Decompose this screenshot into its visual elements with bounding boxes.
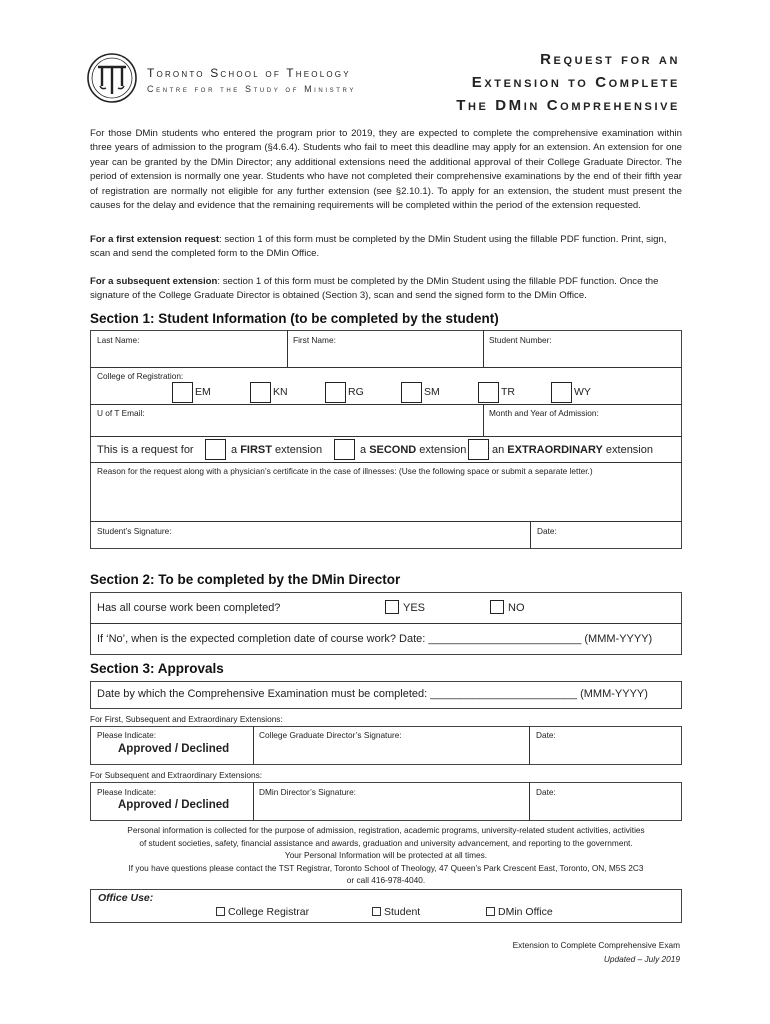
reason-label: Reason for the request along with a physician’s certificate in the case of illnesses: (Use the following space or submit a separate letter.) — [97, 466, 593, 476]
second-extension-label: a SECOND extension — [360, 444, 467, 456]
coursework-no-label: NO — [508, 602, 525, 614]
office-student-option[interactable] — [372, 906, 420, 918]
please-indicate-label: Please Indicate: — [97, 787, 157, 797]
section2-heading: Section 2: To be completed by the DMin Director — [90, 572, 401, 587]
coursework-yes-label: YES — [403, 602, 426, 614]
group2-label: For Subsequent and Extraordinary Extensions: — [90, 770, 263, 780]
dmin-signature-label: DMin Director’s Signature: — [259, 787, 356, 797]
footer-title: Extension to Complete Comprehensive Exam — [512, 940, 680, 950]
completion-date-line: If ‘No’, when is the expected completion date of course work? Date: _________________________ (MMM-YYYY) — [97, 633, 653, 645]
request-prefix: This is a request for — [97, 444, 194, 456]
title-line: Request for an — [540, 51, 680, 68]
section1-box — [90, 330, 682, 549]
extraordinary-extension-checkbox[interactable] — [468, 439, 489, 460]
office-dmin-option[interactable] — [486, 906, 553, 918]
registrar-label: College Registrar — [228, 906, 310, 918]
approved-declined-2[interactable]: Approved / Declined — [118, 799, 230, 811]
student-checkbox[interactable] — [372, 907, 381, 916]
first-extension-checkbox[interactable] — [205, 439, 226, 460]
college-sm-checkbox[interactable] — [401, 382, 422, 403]
group1-label: For First, Subsequent and Extraordinary Extensions: — [90, 714, 283, 724]
coursework-no-checkbox[interactable] — [490, 600, 504, 614]
student-date-label: Date: — [537, 526, 557, 536]
admission-label: Month and Year of Admission: — [489, 408, 599, 418]
college-tr-checkbox[interactable] — [478, 382, 499, 403]
privacy-notice — [90, 824, 682, 887]
college-wy-label: WY — [574, 386, 591, 398]
title-line: Extension to Complete — [471, 74, 680, 91]
college-sm-label: SM — [424, 386, 440, 398]
last-name-label: Last Name: — [97, 335, 140, 345]
privacy-line: If you have questions please contact the TST Registrar, Toronto School of Theology, 47 Queen’s Park Crescent East, Toronto, ON, M5S 2C3 — [128, 862, 644, 873]
first-request-label: For a first extension request — [90, 234, 220, 245]
title-line: The DMin Comprehensive — [456, 97, 680, 114]
registrar-checkbox[interactable] — [216, 907, 225, 916]
first-extension-label: a FIRST extension — [231, 444, 323, 456]
office-use-label: Office Use: — [98, 892, 154, 904]
form-title — [456, 48, 680, 117]
college-label: College of Registration: — [97, 371, 184, 381]
org-name: Toronto School of Theology — [147, 66, 351, 80]
footer-updated: Updated – July 2019 — [603, 954, 680, 964]
subsequent-instructions — [90, 275, 682, 304]
college-em-label: EM — [195, 386, 211, 398]
extraordinary-extension-label: an EXTRAORDINARY extension — [492, 444, 653, 456]
college-rg-label: RG — [348, 386, 364, 398]
intro-paragraph: For those DMin students who entered the program prior to 2019, they are expected to complete the comprehensive examination within three years of admission to the program (§4.6.4). Students who fail to meet this deadline may apply for an extension. An extension for one year can be granted by the DMin Director; any additional extensions need the additional approval of their College Graduate Director. The period of extension is normally one year. Students who have not completed their comprehensive examinations by the end of their fifth year of registration are normally not eligible for any further extension (see §2.10.1). To apply for an extension, the student must present the causes for the delay and evidence that the remaining requirements will be completed within the period of the extension requested. — [90, 128, 682, 212]
college-tr-label: TR — [501, 386, 515, 398]
student-label: Student — [384, 906, 421, 918]
college-rg-checkbox[interactable] — [325, 382, 346, 403]
privacy-line: of student societies, safety, financial assistance and awards, graduation and university advancement, and reporting to the government. — [139, 837, 633, 848]
first-request-instructions — [90, 233, 682, 262]
college-kn-checkbox[interactable] — [250, 382, 271, 403]
privacy-line: Your Personal Information will be protected at all times. — [284, 850, 488, 861]
approved-declined-1[interactable]: Approved / Declined — [118, 743, 230, 755]
dmin-date-label: Date: — [536, 787, 556, 797]
cgd-signature-label: College Graduate Director’s Signature: — [259, 730, 402, 740]
first-request-text: : section 1 of this form must be completed by the DMin Student using the fillable PDF function. Print, sign, scan and send the completed form to the DMin Office. — [90, 234, 667, 260]
college-kn-label: KN — [273, 386, 288, 398]
subsequent-label: For a subsequent extension — [90, 276, 218, 287]
dmin-office-label: DMin Office — [498, 906, 553, 918]
tst-logo — [86, 52, 138, 104]
second-extension-checkbox[interactable] — [334, 439, 355, 460]
privacy-line: Personal information is collected for the purpose of admission, registration, academic programs, university-related student activities, activities — [127, 825, 645, 835]
student-number-label: Student Number: — [489, 335, 552, 345]
section1-heading: Section 1: Student Information (to be completed by the student) — [90, 311, 499, 326]
coursework-yes-checkbox[interactable] — [385, 600, 399, 614]
office-registrar-option[interactable] — [216, 906, 309, 918]
exam-date-line: Date by which the Comprehensive Examination must be completed: ________________________ (MMM-YYYY) — [97, 688, 648, 700]
please-indicate-label: Please Indicate: — [97, 730, 157, 740]
dmin-office-checkbox[interactable] — [486, 907, 495, 916]
email-label: U of T Email: — [97, 408, 145, 418]
section3-heading: Section 3: Approvals — [90, 661, 224, 676]
college-em-checkbox[interactable] — [172, 382, 193, 403]
coursework-question: Has all course work been completed? — [97, 602, 281, 614]
college-wy-checkbox[interactable] — [551, 382, 572, 403]
subsequent-text: : section 1 of this form must be completed by the DMin Student using the fillable PDF function. Once the signature of the College Graduate Director is obtained (Section 3), scan and send the signed form to the DMin Office. — [90, 276, 659, 302]
cgd-date-label: Date: — [536, 730, 556, 740]
student-signature-label: Student’s Signature: — [97, 526, 172, 536]
org-subtitle: Centre for the Study of Ministry — [147, 84, 356, 94]
privacy-line: or call 416-978-4040. — [346, 875, 426, 886]
first-name-label: First Name: — [293, 335, 336, 345]
